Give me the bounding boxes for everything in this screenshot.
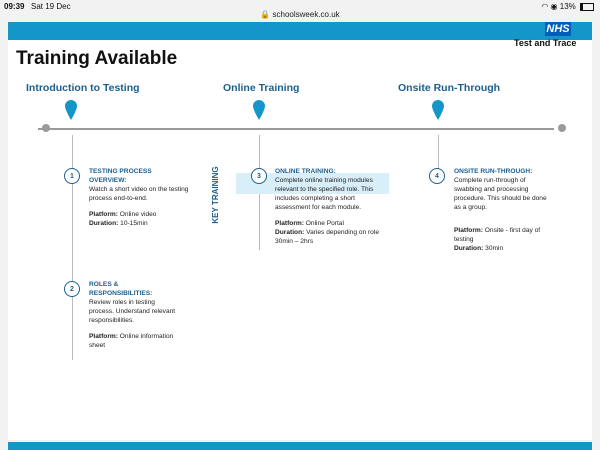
step-3-platform: Platform: Online Portal <box>275 220 344 227</box>
step-4-platform-2: testing <box>454 236 474 243</box>
step-2-title: ROLES & <box>89 281 119 288</box>
key-training-label <box>207 165 232 225</box>
step-4-card <box>454 167 579 253</box>
map-pin-icon <box>65 100 77 120</box>
step-1-duration: Duration: 10-15min <box>89 220 148 227</box>
status-icons <box>541 2 594 11</box>
phase-online: Online Training <box>223 82 300 94</box>
slide-bottom-bar <box>8 442 592 450</box>
step-1-title: TESTING PROCESS <box>89 168 152 175</box>
step-2-card <box>89 280 209 350</box>
step-4-title: ONSITE RUN-THROUGH: <box>454 168 533 175</box>
step-3-desc-4: assessment for each module. <box>275 204 362 211</box>
step-4-platform: Platform: Onsite - first day of <box>454 227 541 234</box>
step-4-desc-3: procedure. This should be done <box>454 195 547 202</box>
step-1-platform: Platform: Online video <box>89 211 157 218</box>
phase-onsite: Onsite Run-Through <box>398 82 501 94</box>
step-1-title-2: OVERVIEW: <box>89 177 127 184</box>
page-title: Training Available <box>16 48 178 69</box>
step-3-desc-2: relevant to the specified role. This <box>275 186 374 193</box>
step-2-platform: Platform: Online information <box>89 333 174 340</box>
step-2-desc-1: Review roles in testing <box>89 299 155 306</box>
nhs-logo: NHS <box>546 23 570 35</box>
status-bar <box>0 0 600 19</box>
step-3-title: ONLINE TRAINING: <box>275 168 336 175</box>
step-2-badge: 2 <box>64 281 80 297</box>
address-bar[interactable] <box>0 10 600 19</box>
lock-icon: 🔒 <box>260 10 271 19</box>
status-date: Sat 19 Dec <box>31 2 71 11</box>
step-4-desc-2: swabbing and processing <box>454 186 529 193</box>
status-time: 09:39 <box>4 2 25 11</box>
timeline-end-dot <box>558 124 566 132</box>
step-1-desc-2: process end-to-end. <box>89 195 148 202</box>
step-2-desc-2: process. Understand relevant <box>89 308 176 315</box>
step-4-desc-1: Complete run-through of <box>454 177 526 184</box>
step-3-desc-1: Complete online training modules <box>275 177 373 184</box>
step-1-badge: 1 <box>64 168 80 184</box>
step-4-badge: 4 <box>429 168 445 184</box>
step-3-badge: 3 <box>251 168 267 184</box>
step-1-card <box>89 167 209 228</box>
step-2-platform-2: sheet <box>89 342 106 349</box>
battery-percent: 13% <box>559 2 576 11</box>
wifi-icon: ◠ <box>541 2 549 11</box>
step-2-desc-3: responsibilities. <box>89 317 135 324</box>
map-pin-icon <box>253 100 265 120</box>
phase-introduction: Introduction to Testing <box>26 82 140 94</box>
step-2-title-2: RESPONSIBILITIES: <box>89 290 153 297</box>
step-3-duration: Duration: Varies depending on role <box>275 229 379 236</box>
key-training-text: KEY TRAINING <box>211 166 220 224</box>
step-3-desc-3: includes completing a short <box>275 195 355 202</box>
timeline-start-dot <box>42 124 50 132</box>
step-1-desc-1: Watch a short video on the testing <box>89 186 189 193</box>
url-text: schoolsweek.co.uk <box>272 10 340 19</box>
location-icon: ◉ <box>550 2 558 11</box>
step-4-duration: Duration: 30min <box>454 245 504 252</box>
battery-icon <box>580 3 594 11</box>
brand-name: Test and Trace <box>514 38 577 48</box>
step-4-desc-4: as a group. <box>454 204 487 211</box>
slide-top-bar <box>8 22 592 40</box>
timeline <box>38 128 554 130</box>
step-3-card <box>275 167 400 246</box>
map-pin-icon <box>432 100 444 120</box>
step-3-duration-2: 30min – 2hrs <box>275 238 314 245</box>
